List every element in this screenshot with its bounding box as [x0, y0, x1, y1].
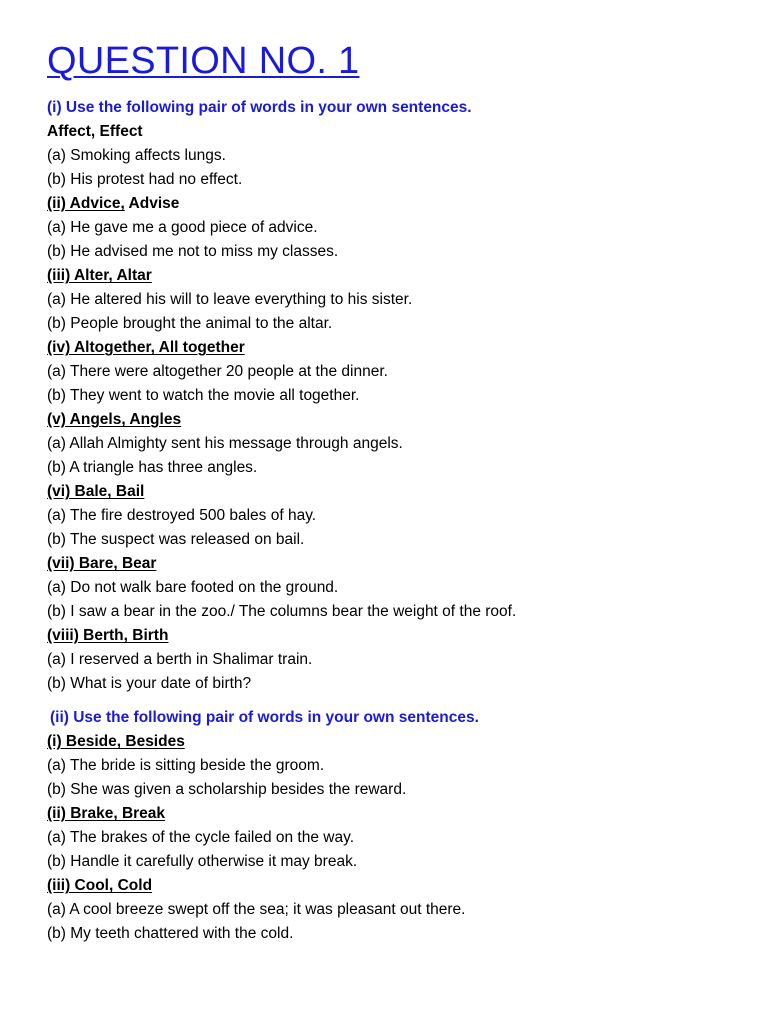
- sentence-a: (a) The fire destroyed 500 bales of hay.: [47, 507, 317, 524]
- sentence-b: (b) What is your date of birth?: [47, 675, 252, 692]
- document-page: [47, 38, 747, 946]
- sentence-a: (a) Smoking affects lungs.: [47, 147, 226, 164]
- word-pair-heading: (vii) Bare, Bear: [47, 555, 157, 572]
- sentence-a: (a) The brakes of the cycle failed on the way.: [47, 829, 355, 846]
- word-pair-heading: (vi) Bale, Bail: [47, 483, 145, 500]
- sentence-b: (b) People brought the animal to the altar.: [47, 315, 333, 332]
- section-heading-part1: (i) Use the following pair of words in your own sentences.: [47, 99, 472, 116]
- sentence-a: (a) I reserved a berth in Shalimar train.: [47, 651, 313, 668]
- word-pair-heading: Affect, Effect: [47, 123, 143, 140]
- word-pair-heading: (iv) Altogether, All together: [47, 339, 245, 356]
- word-pair-heading: [47, 192, 747, 216]
- sentence-a: (a) He altered his will to leave everything to his sister.: [47, 291, 413, 308]
- sentence-b: (b) The suspect was released on bail.: [47, 531, 305, 548]
- page-title: QUESTION NO. 1: [47, 40, 360, 82]
- word-pair-heading: (ii) Brake, Break: [47, 805, 166, 822]
- sentence-b: (b) They went to watch the movie all together.: [47, 387, 360, 404]
- word-pair-heading: (v) Angels, Angles: [47, 411, 182, 428]
- sentence-a: (a) There were altogether 20 people at the dinner.: [47, 363, 388, 380]
- sentence-b: (b) My teeth chattered with the cold.: [47, 925, 294, 942]
- word-pair-heading: (i) Beside, Besides: [47, 733, 185, 750]
- sentence-b: (b) A triangle has three angles.: [47, 459, 258, 476]
- sentence-b: (b) Handle it carefully otherwise it may break.: [47, 853, 358, 870]
- word-pair-heading-rest: Advise: [124, 195, 180, 212]
- word-pair-heading-underlined: (ii) Advice,: [47, 195, 125, 212]
- section-heading-part2: (ii) Use the following pair of words in your own sentences.: [50, 709, 479, 726]
- sentence-b: (b) His protest had no effect.: [47, 171, 243, 188]
- sentence-a: (a) A cool breeze swept off the sea; it was pleasant out there.: [47, 901, 466, 918]
- sentence-a: (a) Allah Almighty sent his message through angels.: [47, 435, 403, 452]
- word-pair-heading: (iii) Cool, Cold: [47, 877, 153, 894]
- sentence-b: (b) She was given a scholarship besides the reward.: [47, 781, 407, 798]
- word-pair-heading: (iii) Alter, Altar: [47, 267, 152, 284]
- word-pair-heading: (viii) Berth, Birth: [47, 627, 169, 644]
- sentence-a: (a) Do not walk bare footed on the ground.: [47, 579, 339, 596]
- sentence-b: (b) He advised me not to miss my classes.: [47, 243, 339, 260]
- sentence-a: (a) He gave me a good piece of advice.: [47, 219, 318, 236]
- sentence-a: (a) The bride is sitting beside the groom.: [47, 757, 325, 774]
- sentence-b: (b) I saw a bear in the zoo./ The columns bear the weight of the roof.: [47, 603, 517, 620]
